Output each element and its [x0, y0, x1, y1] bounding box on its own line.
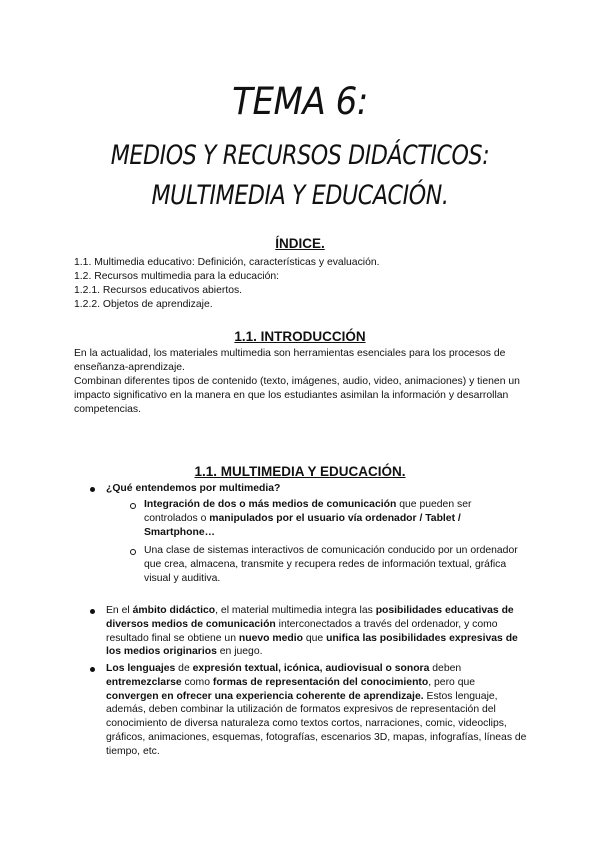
text: , el material multimedia integra las: [215, 605, 376, 616]
text: que: [302, 632, 327, 644]
intro-heading: 1.1. INTRODUCCIÓN: [234, 329, 366, 344]
multimedia-heading: 1.1. MULTIMEDIA Y EDUCACIÓN.: [194, 464, 406, 479]
bold-text: nuevo medio: [238, 632, 303, 644]
text: interconectados a través del ordenador, y como resultado final se obtiene un: [106, 618, 498, 644]
bold-text: convergen en ofrecer una experiencia coherente de aprendizaje.: [106, 690, 424, 702]
text: En el: [106, 605, 133, 616]
doc-title: TEMA 6:: [232, 80, 368, 123]
index-item: 1.2. Recursos multimedia para la educación:: [74, 271, 280, 282]
index-item: 1.1. Multimedia educativo: Definición, características y evaluación.: [74, 257, 380, 268]
bold-text: unifica las posibilidades expresivas de los medios originarios: [106, 632, 518, 658]
bullet-icon: [90, 667, 95, 672]
bold-text: formas de representación del conocimiento: [212, 676, 429, 688]
intro-paragraph-2: Combinan diferentes tipos de contenido (texto, imágenes, audio, video, animaciones) y tienen un impacto significativo en la manera en que los estudiantes asimilan la información y desarrollan competencias.: [74, 376, 520, 415]
bold-text: entremezclarse: [106, 676, 182, 688]
bold-text: Los lenguajes: [106, 663, 176, 674]
intro-paragraph-1: En la actualidad, los materiales multimedia son herramientas esenciales para los procesos de enseñanza-aprendizaje.: [74, 348, 506, 373]
question-text: ¿Qué entendemos por multimedia?: [106, 483, 281, 494]
bold-text: Integración de dos o más medios de comunicación: [144, 499, 397, 510]
bullet-question: [106, 482, 530, 496]
text: de: [175, 663, 193, 674]
bullet-didactic-scope: [106, 604, 530, 659]
text: como: [181, 676, 213, 688]
bold-text: manipulados por el usuario vía ordenador / Tablet / Smartphone…: [144, 512, 461, 538]
sub-bullet-definition-2: Una clase de sistemas interactivos de comunicación conducido por un ordenador que crea, almacena, transmite y recupera redes de información textual, gráfica visual y auditiva.: [144, 545, 518, 584]
bold-text: ámbito didáctico: [132, 605, 216, 616]
text: deben: [429, 663, 462, 674]
text: Estos lenguaje, además, deben combinar la utilización de formatos expresivos de representación del conocimiento de diversa naturaleza como textos cortos, narraciones, comic, videoclips, gráficos, animaciones, esquemas, fotografías, escenarios 3D, mapas, infografías, líneas de tiempo, etc.: [106, 690, 527, 757]
sub-bullet-icon: [130, 549, 136, 555]
doc-subtitle-line-1: MEDIOS Y RECURSOS DIDÁCTICOS:: [110, 140, 490, 171]
doc-subtitle-line-2: MULTIMEDIA Y EDUCACIÓN.: [151, 180, 449, 211]
index-item: 1.2.2. Objetos de aprendizaje.: [74, 299, 213, 310]
text: , pero que: [428, 676, 476, 688]
bold-text: posibilidades educativas de diversos medios de comunicación: [106, 605, 514, 630]
text: que pueden ser controlados o: [144, 499, 472, 524]
bullet-icon: [90, 487, 95, 492]
sub-bullet-icon: [130, 503, 136, 509]
text: en juego.: [216, 646, 263, 658]
sub-bullet-definition-1: [144, 498, 524, 539]
bold-text: expresión textual, icónica, audiovisual o sonora: [192, 663, 430, 674]
index-item: 1.2.1. Recursos educativos abiertos.: [74, 285, 243, 296]
index-heading: ÍNDICE.: [275, 236, 325, 251]
bullet-icon: [90, 609, 95, 614]
bullet-languages: [106, 662, 530, 759]
